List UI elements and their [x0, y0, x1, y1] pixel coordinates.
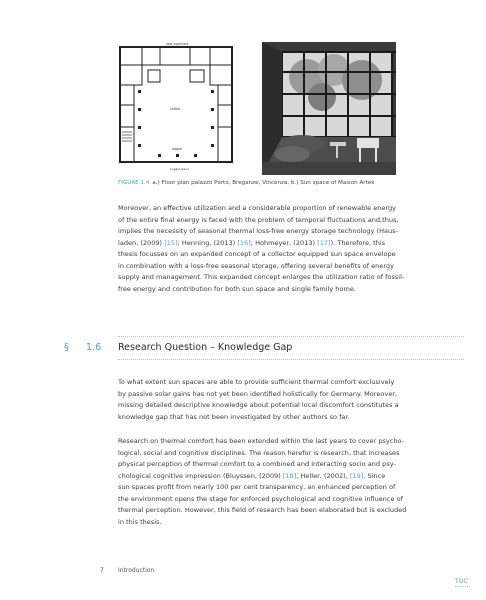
paragraph-line: chological cognitive impression (Bluyssen, (2009) [18], Heller, (2002), [19]. Since — [118, 471, 386, 480]
toc-link[interactable]: TOC — [455, 578, 468, 585]
paragraph-line: thesis focusses on an expanded concept of a collector equipped sun space envelope — [118, 250, 396, 258]
section-heading — [64, 335, 464, 365]
plan-label-lower: loggia — [172, 147, 182, 151]
paragraph-line: of the entire final energy is faced with the problem of temporal fluctuations and,thus, — [118, 215, 399, 224]
sun-space-photo — [262, 42, 396, 175]
paragraph-line: knowledge gap that has not been investigated by other authors so far. — [118, 412, 350, 421]
citation-link[interactable]: [18] — [282, 471, 297, 480]
page-number: 7 — [100, 567, 104, 574]
paragraph-line: in combination with a loss-free seasonal storage, offering several benefits of energy — [118, 261, 394, 270]
citation-link[interactable]: [16] — [237, 238, 251, 247]
paragraph-line: physical perception of thermal comfort to a combined and interacting socio and psy- — [118, 460, 396, 468]
paragraph-line: sun spaces profit from nearly 100 per cent transparency, an enhanced perception of — [118, 483, 396, 491]
paragraph-line: Moreover, an effective utilization and a considerable proportion of renewable energy — [118, 204, 397, 212]
section-number: 1.6 — [86, 342, 102, 353]
body-paragraph-3 — [118, 436, 440, 528]
plan-label-top: sala superiore — [166, 42, 189, 46]
paragraph-line: supply and management. This expanded concept enlarges the utilization ratio of fossil- — [118, 273, 405, 281]
paragraph-line: thermal perception. However, this field of research has been elaborated but is excluded — [118, 506, 407, 514]
plan-label-bottom: Loggia Ivana — [170, 167, 190, 171]
floor-plan-figure — [118, 42, 254, 172]
paragraph-line: missing detailed descriptive knowledge about potential local discomfort constitutes a — [118, 401, 399, 409]
paragraph-line: free energy and contribution for both sun space and single family home. — [118, 284, 356, 293]
paragraph-line: the environment opens the stage for enforced psychological and cognitive influence of — [118, 494, 403, 503]
plan-label-center: cortile — [170, 107, 180, 111]
section-divider-top — [118, 336, 464, 337]
section-divider-bottom — [118, 359, 464, 360]
body-paragraph-1 — [118, 203, 440, 295]
figure-label: FIGURE 1.4 — [118, 180, 150, 186]
section-symbol: § — [64, 342, 69, 353]
citation-link[interactable]: [17] — [317, 238, 331, 247]
section-title: Research Question – Knowledge Gap — [118, 342, 293, 353]
paragraph-line: in this thesis. — [118, 517, 162, 526]
paragraph-line: by passive solar gains has not yet been identified holistically for Germany. Moreover, — [118, 389, 398, 398]
paragraph-line: logical, social and cognitive disciplines. The reason herefor is research, that increases — [118, 448, 400, 457]
paragraph-line: Research on thermal comfort has been extended within the last years to cover psycho- — [118, 437, 405, 445]
paragraph-line: implies the necessity of seasonal thermal loss-free energy storage technology (Haus- — [118, 227, 398, 235]
citation-link[interactable]: [15] — [164, 238, 178, 247]
figure-caption — [118, 179, 448, 187]
citation-link[interactable]: [19] — [349, 471, 364, 480]
body-paragraph-2 — [118, 377, 440, 423]
figure-caption-text: a.) Floor plan palazzo Porto, Breganze, Vincenza, b.) Sun space of Maison Artek — [152, 180, 375, 186]
paragraph-line: laden, (2009) [15]; Henning, (2013) [16]; Hohmeyer, (2013) [17]). Therefore, this — [118, 238, 386, 247]
chapter-label: Introduction — [118, 567, 155, 574]
paragraph-line: To what extent sun spaces are able to provide sufficient thermal comfort exclusively — [118, 378, 395, 386]
